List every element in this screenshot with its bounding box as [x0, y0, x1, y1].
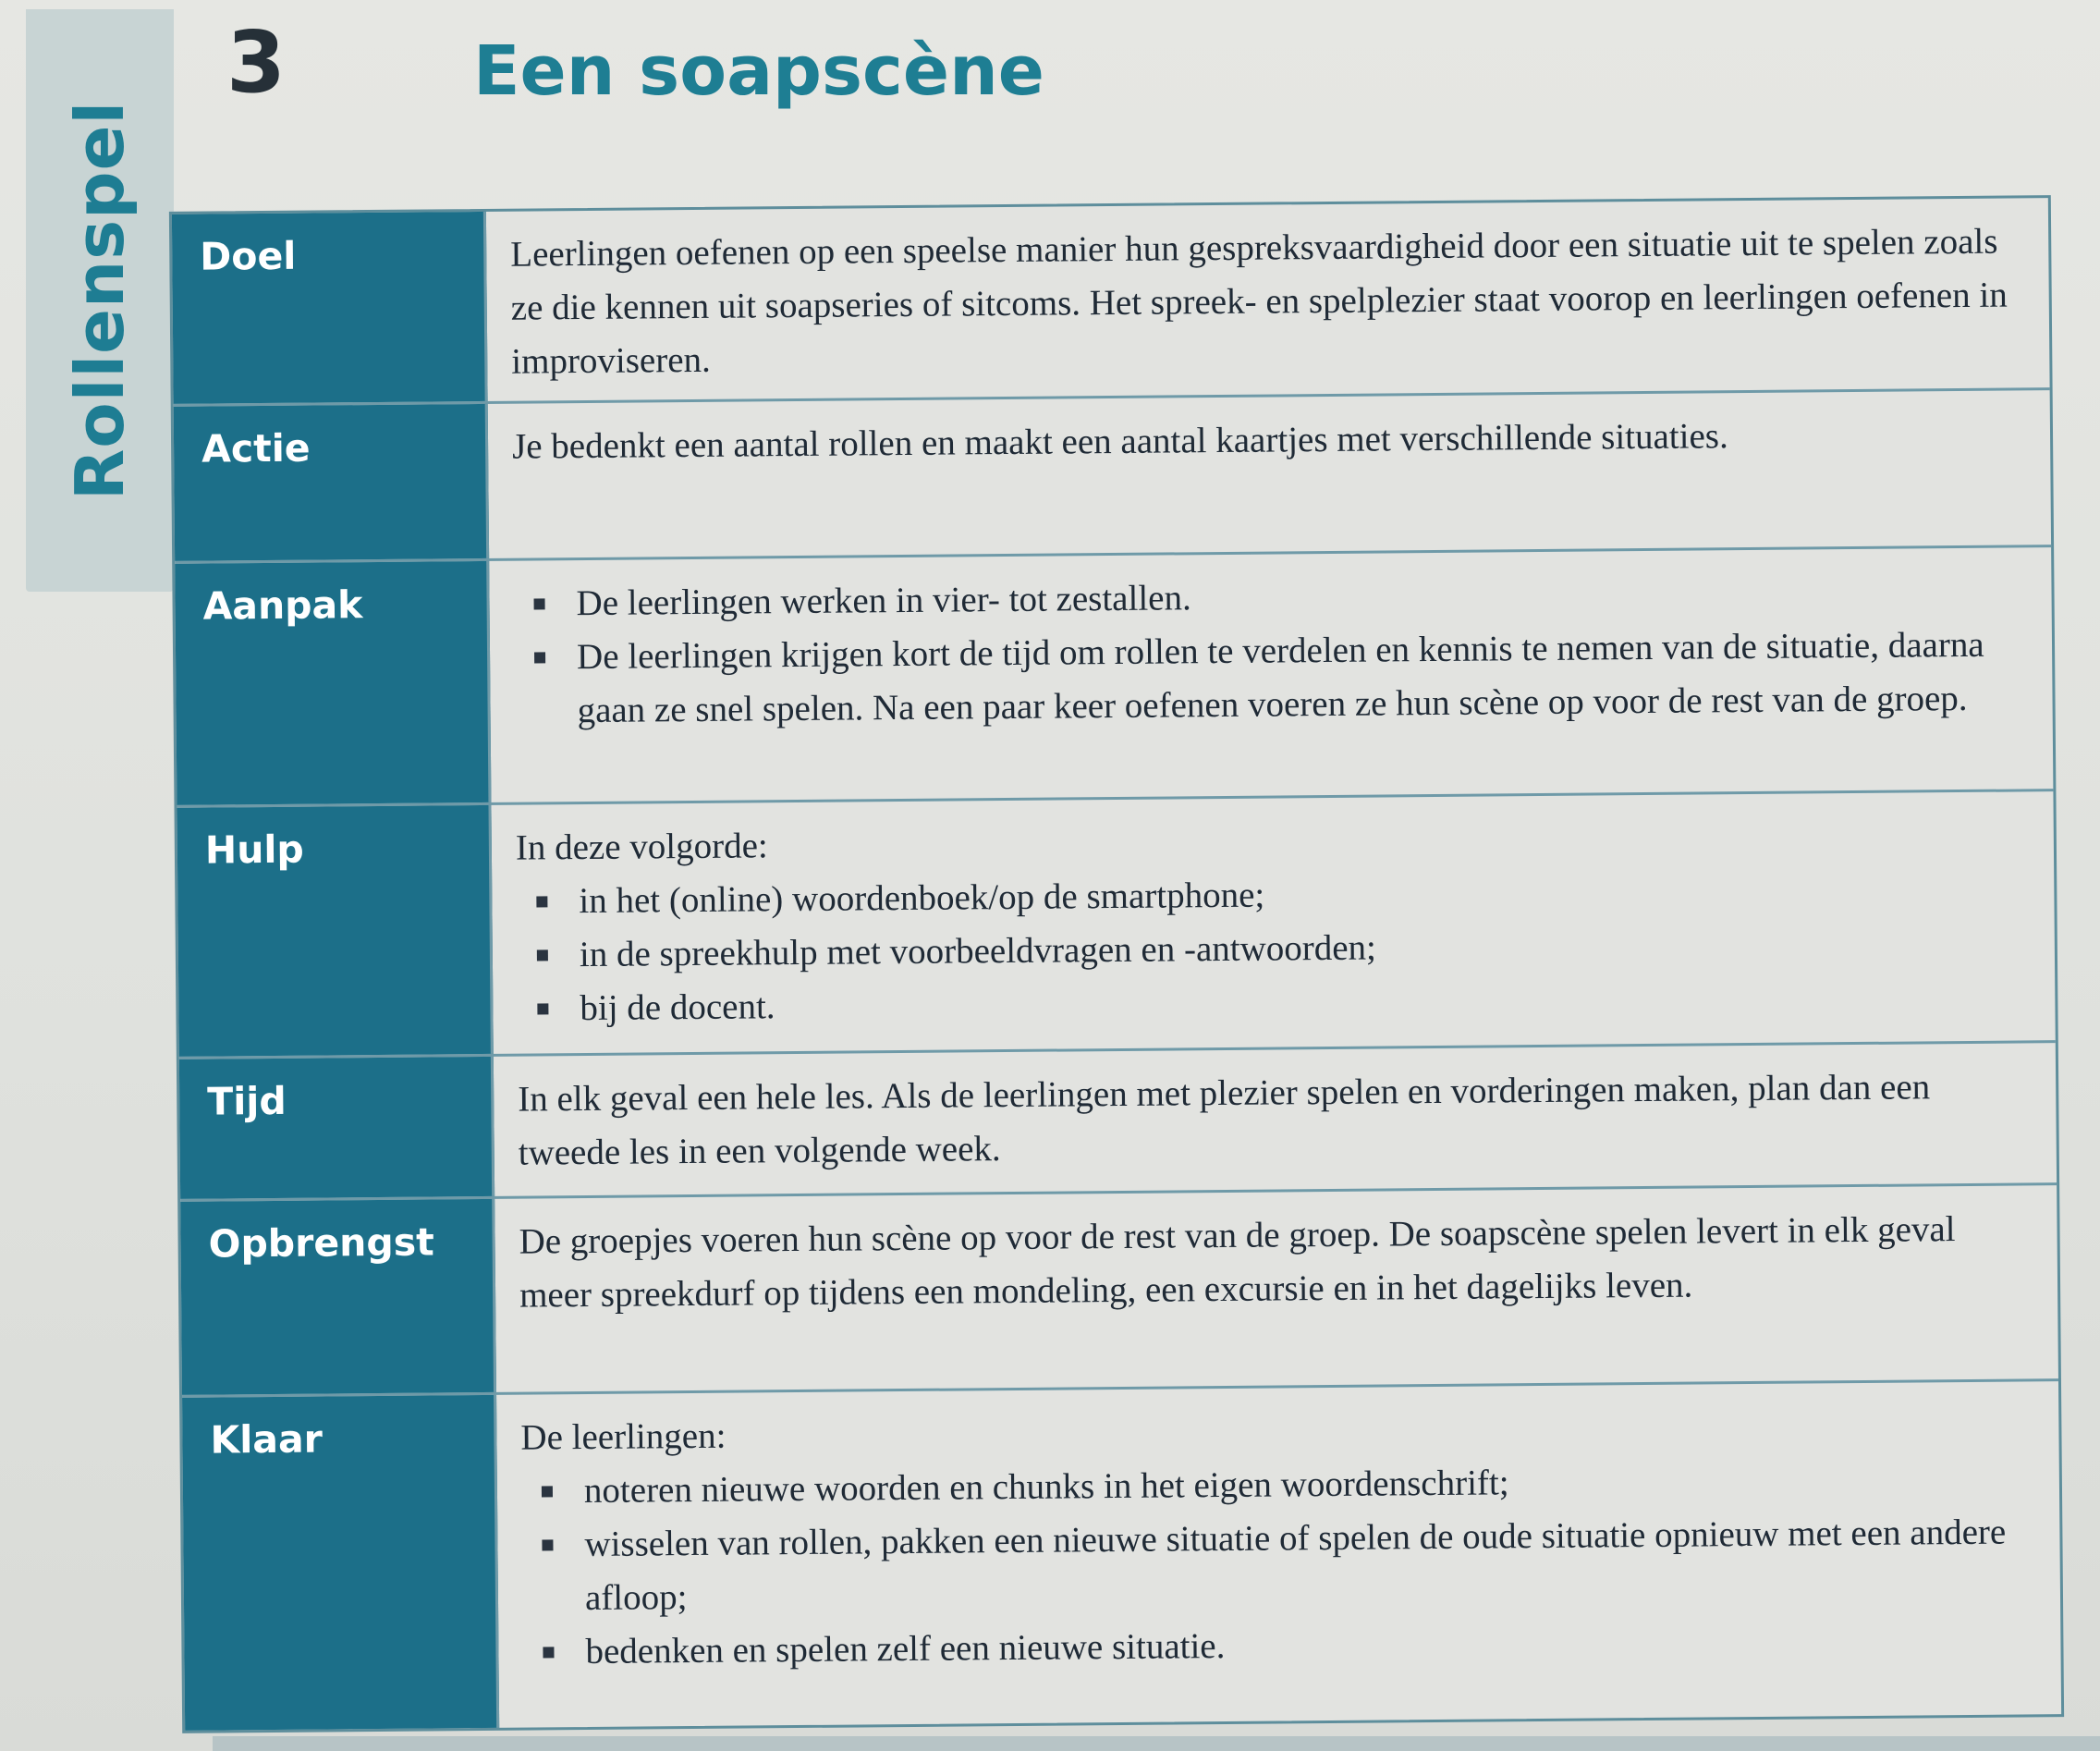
opbrengst-text: De groepjes voeren hun scène op voor de rest van de groep. De soapscène spelen levert in elk geval meer spreekdurf op tijdens een mondeling, een excursie en in het dagelijks leven. [519, 1209, 1956, 1316]
side-tab-label: Rollenspel [61, 100, 140, 501]
page-bottom-strip [213, 1736, 2100, 1751]
row-actie [174, 390, 2051, 564]
row-label-opbrengst: Opbrengst [180, 1199, 496, 1395]
hulp-intro: In deze volgorde: [515, 826, 768, 868]
row-opbrengst [180, 1185, 2058, 1398]
list-item-text: bij de docent. [580, 986, 775, 1029]
row-content-doel [486, 198, 2050, 401]
side-tab-label-wrap [26, 9, 174, 592]
actie-text: Je bedenkt een aantal rollen en maakt een aantal kaartjes met verschillende situaties. [511, 416, 1728, 467]
square-bullet-icon [534, 598, 545, 609]
aanpak-list [513, 564, 2024, 738]
list-item-text: wisselen van rollen, pakken een nieuwe situatie of spelen de oude situatie opnieuw met een andere afloop; [584, 1512, 2007, 1619]
hulp-list [516, 862, 2027, 1035]
list-item-text: bedenken en spelen zelf een nieuwe situatie. [585, 1626, 1226, 1672]
row-hulp [177, 791, 2055, 1059]
row-klaar [182, 1381, 2061, 1731]
row-aanpak [175, 547, 2053, 808]
list-item-text: in het (online) woordenboek/op de smartphone; [579, 875, 1265, 922]
row-label-tijd: Tijd [179, 1057, 494, 1199]
row-content-tijd [494, 1043, 2057, 1196]
row-label-klaar: Klaar [182, 1395, 499, 1731]
row-content-actie [488, 390, 2051, 558]
square-bullet-icon [534, 652, 545, 663]
page-title: Een soapscène [473, 31, 1044, 111]
chapter-number: 3 [226, 13, 287, 112]
square-bullet-icon [537, 949, 548, 961]
list-item-text: in de spreekhulp met voorbeeldvragen en -antwoorden; [579, 927, 1377, 975]
row-content-opbrengst [494, 1185, 2058, 1392]
tijd-text: In elk geval een hele les. Als de leerlingen met plezier spelen en vorderingen maken, plan dan een tweede les in een volgende week. [518, 1067, 1931, 1173]
square-bullet-icon [542, 1539, 553, 1550]
row-label-actie: Actie [174, 404, 489, 561]
activity-card [169, 195, 2064, 1733]
row-label-doel: Doel [172, 212, 488, 404]
square-bullet-icon [543, 1647, 554, 1658]
row-label-hulp: Hulp [177, 805, 493, 1057]
row-doel [172, 198, 2050, 407]
klaar-list [521, 1451, 2033, 1679]
klaar-intro: De leerlingen: [520, 1415, 726, 1458]
row-label-aanpak: Aanpak [175, 561, 491, 805]
doel-text: Leerlingen oefenen op een speelse manier hun gespreksvaardigheid door een situatie uit te spelen zoals ze die kennen uit soapseries of sitcoms. Het spreek- en spelplezier staat voorop en leerlingen oefenen in improviseren. [510, 221, 2008, 382]
list-item [514, 618, 2025, 738]
square-bullet-icon [542, 1486, 553, 1497]
row-content-aanpak [489, 547, 2053, 802]
square-bullet-icon [536, 896, 547, 907]
row-tijd [179, 1043, 2057, 1202]
list-item [521, 1505, 2033, 1625]
row-content-klaar [496, 1381, 2061, 1728]
list-item-text: noteren nieuwe woorden en chunks in het eigen woordenschrift; [583, 1463, 1509, 1512]
square-bullet-icon [537, 1003, 548, 1014]
list-item-text: De leerlingen werken in vier- tot zestallen. [576, 578, 1191, 624]
row-content-hulp [491, 791, 2055, 1054]
list-item-text: De leerlingen krijgen kort de tijd om rollen te verdelen en kennis te nemen van de situatie, daarna gaan ze snel spelen. Na een paar keer oefenen voeren ze hun scène op voor de rest van de groep. [576, 624, 1984, 731]
